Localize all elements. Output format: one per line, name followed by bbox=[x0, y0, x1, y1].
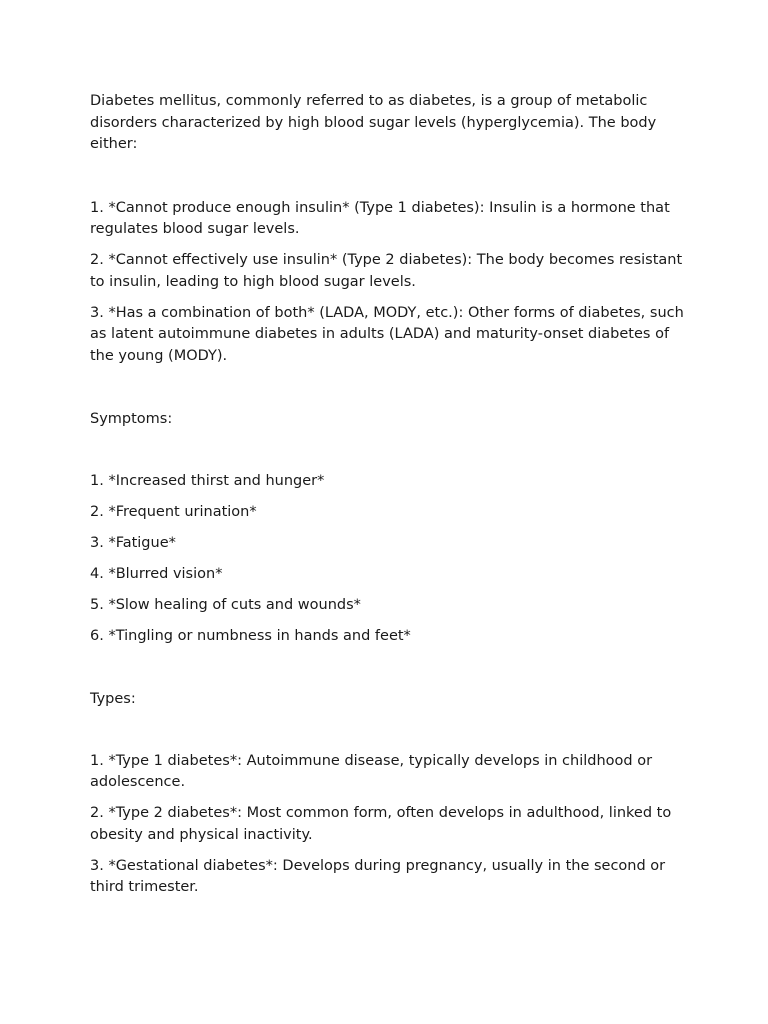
symptom-item-1: 1. *Increased thirst and hunger* bbox=[90, 472, 325, 489]
type-item-2: 2. *Type 2 diabetes*: Most common form, often develops in adulthood, linked to obesity and physical inactivity. bbox=[90, 805, 672, 843]
symptom-item-6: 6. *Tingling or numbness in hands and feet* bbox=[90, 627, 411, 644]
symptom-item-5: 5. *Slow healing of cuts and wounds* bbox=[90, 596, 361, 613]
intro-paragraph: Diabetes mellitus, commonly referred to as diabetes, is a group of metabolic disorders characterized by high blood sugar levels (hyperglycemia). The body either: bbox=[90, 93, 657, 152]
symptom-item-4: 4. *Blurred vision* bbox=[90, 565, 223, 582]
document-page bbox=[90, 91, 690, 908]
symptom-item-3: 3. *Fatigue* bbox=[90, 534, 176, 551]
cause-item-2: 2. *Cannot effectively use insulin* (Type 2 diabetes): The body becomes resistant to insulin, leading to high blood sugar levels. bbox=[90, 252, 683, 290]
cause-item-3: 3. *Has a combination of both* (LADA, MODY, etc.): Other forms of diabetes, such as latent autoimmune diabetes in adults (LADA) and maturity-onset diabetes of the young (MODY). bbox=[90, 304, 684, 364]
cause-item-1: 1. *Cannot produce enough insulin* (Type 1 diabetes): Insulin is a hormone that regulates blood sugar levels. bbox=[90, 199, 670, 237]
type-item-3: 3. *Gestational diabetes*: Develops during pregnancy, usually in the second or third trimester. bbox=[90, 857, 666, 895]
types-heading: Types: bbox=[90, 691, 136, 707]
symptom-item-2: 2. *Frequent urination* bbox=[90, 503, 257, 520]
symptoms-heading: Symptoms: bbox=[90, 411, 173, 427]
type-item-1: 1. *Type 1 diabetes*: Autoimmune disease, typically develops in childhood or adolescence. bbox=[90, 752, 653, 790]
